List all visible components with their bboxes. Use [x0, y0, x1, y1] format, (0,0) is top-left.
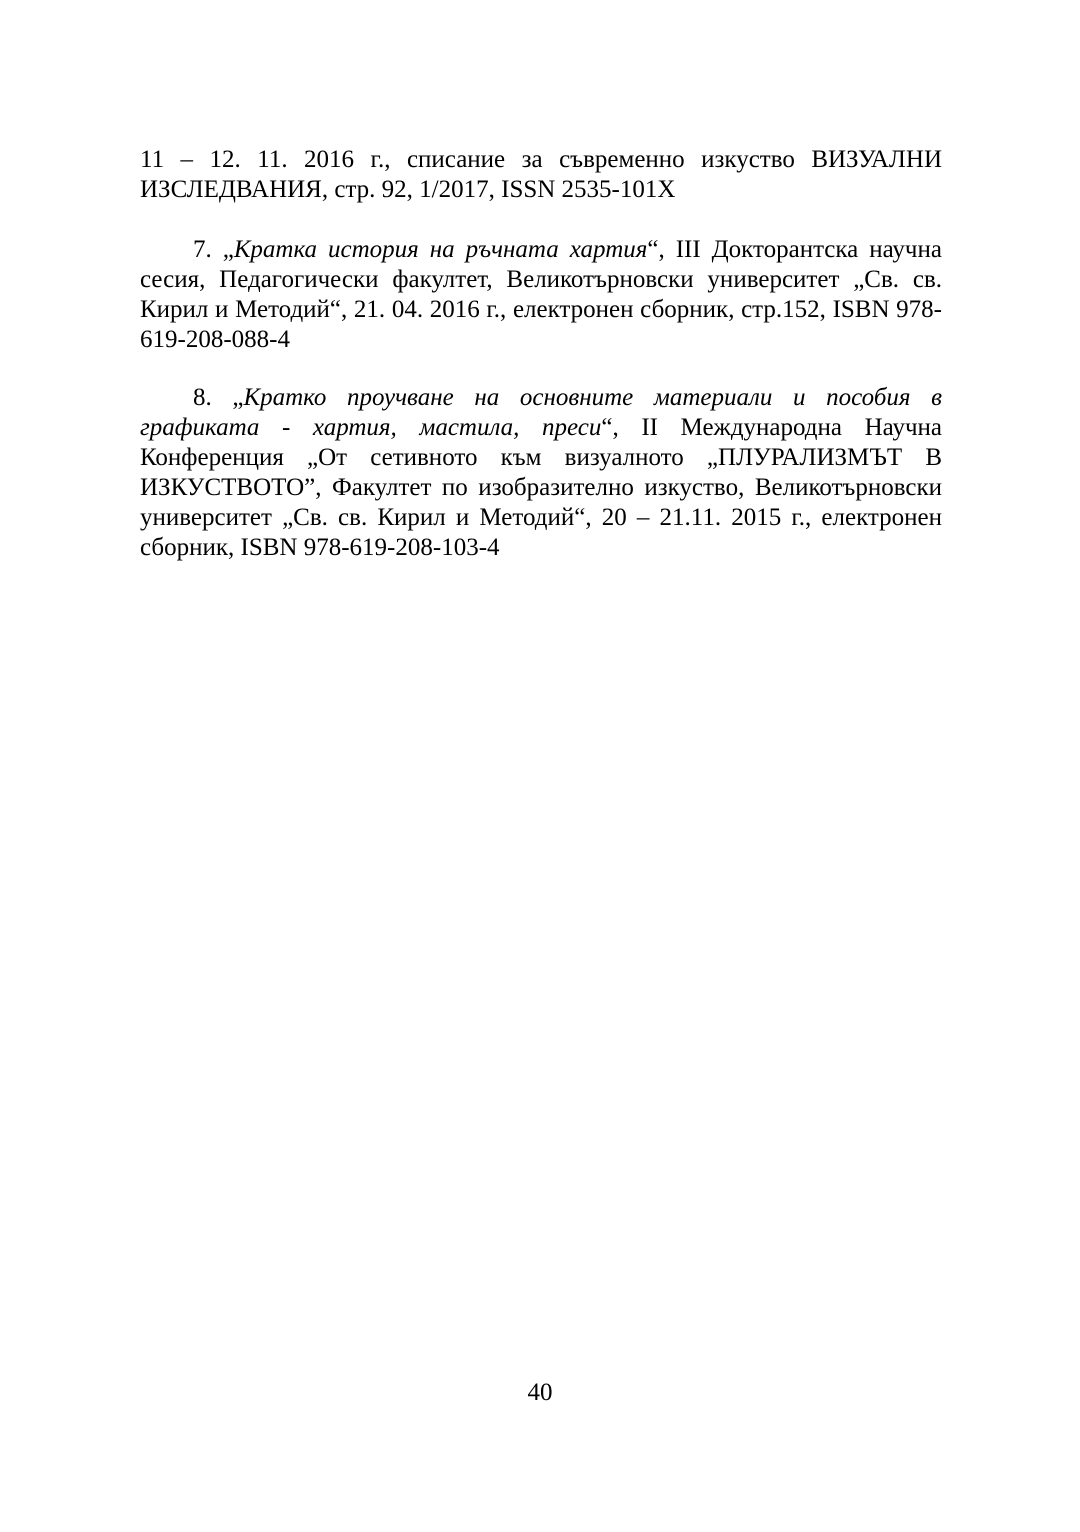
entry-paragraph: [140, 235, 942, 355]
publication-entry-8: [140, 383, 942, 563]
entry-paragraph: [140, 383, 942, 563]
page-number: 40: [527, 1379, 553, 1406]
entry-title: Кратко проучване на основните материали и пособия в графиката - хартия, мастила, преси: [140, 384, 942, 441]
entry-text: 11 – 12. 11. 2016 г., списание за съвременно изкуство ВИЗУАЛНИ ИЗСЛЕДВАНИЯ, стр. 92, 1/2017, ISSN 2535-101X: [140, 146, 942, 203]
entry-number: 7. „: [193, 236, 234, 263]
publication-entry-continued: [140, 145, 942, 205]
entry-number: 8. „: [193, 384, 244, 411]
entry-title: Кратка история на ръчната хартия: [233, 236, 648, 263]
entry-details: “, II Международна Научна Конференция „От сетивното към визуалното „ПЛУРАЛИЗМЪТ В ИЗКУСТВОТО”, Факултет по изобразително изкуство, Великотърновски университет „Св. св. Кирил и Методий“, 20 – 21.11. 2015 г., електронен сборник, ISBN 978-619-208-103-4: [140, 414, 943, 561]
publication-entry-7: [140, 235, 942, 355]
entry-details: “, III Докторантска научна сесия, Педагогически факултет, Великотърновски университет „Св. св. Кирил и Методий“, 21. 04. 2016 г., електронен сборник, стр.152, ISBN 978-619-208-088-4: [140, 236, 942, 353]
